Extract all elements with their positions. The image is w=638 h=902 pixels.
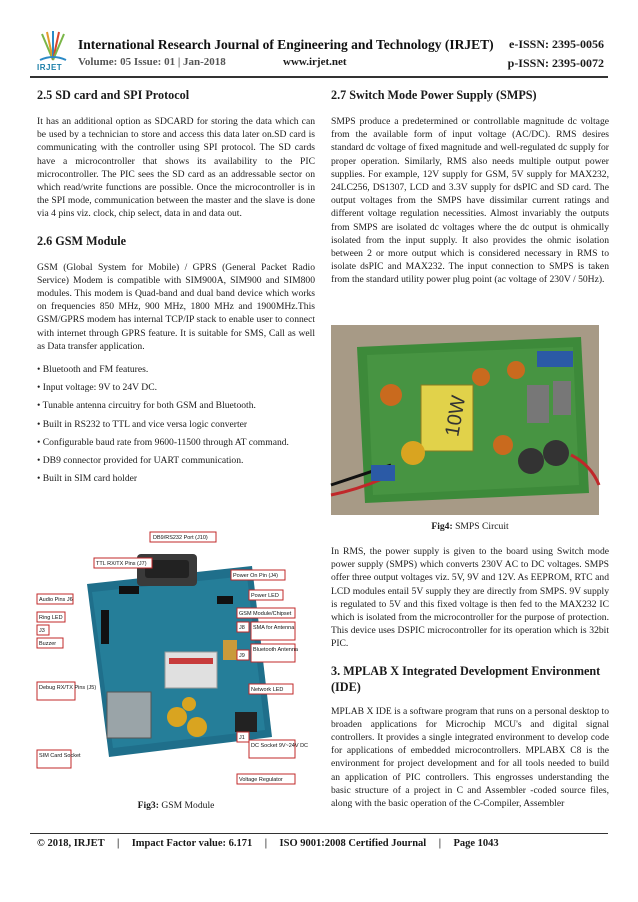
logo-text: IRJET <box>37 63 63 72</box>
label-sim: SIM Card Socket <box>39 753 81 759</box>
terminal-block <box>537 351 573 367</box>
section-heading-gsm: 2.6 GSM Module <box>37 233 127 248</box>
heatsink <box>527 385 549 423</box>
gsm-module-figure <box>37 532 309 792</box>
page-footer: © 2018, IRJET | Impact Factor value: 6.171 | ISO 9001:2008 Certified Journal | Page 1043 <box>37 838 499 849</box>
list-item: • Tunable antenna circuitry for both GSM and Bluetooth. <box>37 400 256 412</box>
capacitor <box>167 707 187 727</box>
section-heading-sd: 2.5 SD card and SPI Protocol <box>37 88 190 102</box>
journal-title: International Research Journal of Engineering and Technology (IRJET) <box>78 37 494 52</box>
right-column <box>331 86 609 287</box>
label-network: Network LED <box>251 687 284 693</box>
capacitor <box>182 697 196 711</box>
section-heading-smps: 2.7 Switch Mode Power Supply (SMPS) <box>331 88 537 102</box>
label-dc: DC Socket 9V~24V DC <box>251 743 309 749</box>
capacitor <box>187 717 207 737</box>
label-power-led: Power LED <box>251 593 279 599</box>
capacitor <box>401 441 425 465</box>
capacitor <box>380 384 402 406</box>
website-link[interactable]: www.irjet.net <box>283 56 347 68</box>
rms-paragraph: In RMS, the power supply is given to the board using Switch mode power supply (SMPS) which converts 230V AC to DC voltages. SMPS offer three output voltages viz. 5V, 9V and 12V. As EEPROM, RTC and LCD modules entail 5V supply they are directly from SMPS. 9V supply is regulated to 5V and this fixed voltage is then fed to the MAX232 IC which is isolated from the microcontroller for the purpose of protection. This device uses DSPIC microcontroller for its operation which is 32bit PIC. <box>331 546 609 650</box>
journal-header <box>0 0 638 82</box>
footer-page: Page 1043 <box>453 838 499 849</box>
label-j3: J3 <box>39 628 45 634</box>
label-buzzer: Buzzer <box>39 641 57 647</box>
list-item: • Built in SIM card holder <box>37 473 138 485</box>
feature-list <box>37 363 315 485</box>
header-divider <box>30 76 608 78</box>
dc-socket <box>235 712 257 732</box>
list-item: • Configurable baud rate from 9600-11500 through AT command. <box>37 436 289 448</box>
footer-divider <box>30 833 608 834</box>
left-column <box>37 86 315 485</box>
label-j8: J8 <box>239 625 245 631</box>
label-vreg: Voltage Regulator <box>239 777 283 783</box>
smps-circuit-figure <box>331 325 599 515</box>
section-heading-mplab: 3. MPLAB X Integrated Development Environment (IDE) <box>331 663 601 694</box>
label-ring: Ring LED <box>39 615 63 621</box>
label-debug: Debug RX/TX Pins (J5) <box>39 685 97 691</box>
label-db9: DB9/RS232 Port (J10) <box>153 535 208 541</box>
label-power-on: Power On Pin (J4) <box>233 573 278 579</box>
capacitor <box>472 368 490 386</box>
label-j9: J9 <box>239 653 245 659</box>
capacitor <box>543 440 569 466</box>
svg-text:10W: 10W <box>441 393 471 439</box>
label-audio: Audio Pins J6 <box>39 597 73 603</box>
label-ttl: TTL RX/TX Pins (J7) <box>96 561 147 567</box>
sd-paragraph: It has an additional option as SDCARD for storing the data which can be used by a technician to store and access this data later on.SD card is communicating with the controller using SPI protocol. The SD cards have a microcontroller that shows its availability to the PIC microcontroller. The PIC sees the SD card as an addressable sector on which read/write functions are possible. Once the microcontroller is in the SPI mode, communication between the master and the slave is done via 4 pins viz. clock, chip select, data in and data out. <box>37 116 315 220</box>
eissn: e-ISSN: 2395-0056 <box>509 37 604 51</box>
footer-impact: Impact Factor value: 6.171 <box>131 838 253 849</box>
footer-iso: ISO 9001:2008 Certified Journal <box>279 838 427 849</box>
right-column-lower <box>331 545 609 810</box>
label-bt-antenna: Bluetooth Antenna <box>253 647 298 653</box>
sim-socket <box>107 692 151 738</box>
list-item: • Input voltage: 9V to 24V DC. <box>37 382 157 394</box>
footer-copyright: © 2018, IRJET <box>37 838 105 849</box>
gsm-paragraph: GSM (Global System for Mobile) / GPRS (General Packet Radio Service) Modem is compatible with SIM900A, SIM900 and SIM800 modules. This modem is Quad-band and dual band device which works on frequencies 850 MHz, 900 MHz, 1800 MHz and 1900MHz.This GSM/GPRS modem has internal TCP/IP stack to enable user to connect with internet through GPRS feature. It is suitable for SMS, Call as well as Data transfer application. <box>37 261 315 352</box>
fig4-caption: Fig4: SMPS Circuit <box>431 521 509 532</box>
smps-paragraph: SMPS produce a predetermined or controllable magnitude dc voltage from the available form of input voltage (AC/DC). RMS desires standard dc voltage of fixed magnitude and well-regulated dc supply for proper operation. Similarly, RMS also needs multiple output power supplies. For example, 12V supply for GSM, 5V supply for MAX232, 24LC256, DS1307, LCD and 3.3V supply for dsPIC and SD card. The output voltages from the SMPS have dissimilar current ratings and different voltage regulation necessities. Almost invariably the outputs from SMPS are isolated dc voltages where the dc output is ohmically isolated from the input supply. It also provides the ohmic isolation between 2 or more output which is considered necessary in RMS to isolate dsPIC and MAX232. The input connection to SMPS is taken from the standard utility power plug point (ac voltage of 230V / 50Hz). <box>331 116 609 286</box>
list-item: • Bluetooth and FM features. <box>37 364 149 376</box>
heatsink <box>553 381 571 415</box>
label-sma: SMA for Antenna <box>253 625 295 631</box>
label-gsm-chip: GSM Module/Chipset <box>239 611 292 617</box>
gsm-chipset <box>165 652 217 688</box>
mplab-paragraph: MPLAB X IDE is a software program that runs on a personal desktop to broaden applications for Microchip MCU's and digital signal controllers. It provides a single integrated environment to develop code for applications of embedded microcontrollers. MPLABX C8 is the environment for project development and for all tools needed to build an application of PIC controllers. This engrosses understanding the basic structure of a project in C and Assembler -coded source files, along with the basic operation of the C-Compiler, Assembler <box>331 705 609 810</box>
volume-issue: Volume: 05 Issue: 01 | Jan-2018 <box>78 56 226 68</box>
capacitor <box>507 361 525 379</box>
list-item: • DB9 connector provided for UART communication. <box>37 455 244 467</box>
list-item: • Built in RS232 to TTL and vice versa logic converter <box>37 418 248 430</box>
fig3-caption: Fig3: GSM Module <box>137 800 215 811</box>
capacitor <box>518 448 544 474</box>
label-j1: J1 <box>239 735 245 741</box>
terminal-block <box>371 465 395 481</box>
sma-antenna <box>223 640 237 660</box>
pissn: p-ISSN: 2395-0072 <box>507 56 604 70</box>
capacitor <box>493 435 513 455</box>
